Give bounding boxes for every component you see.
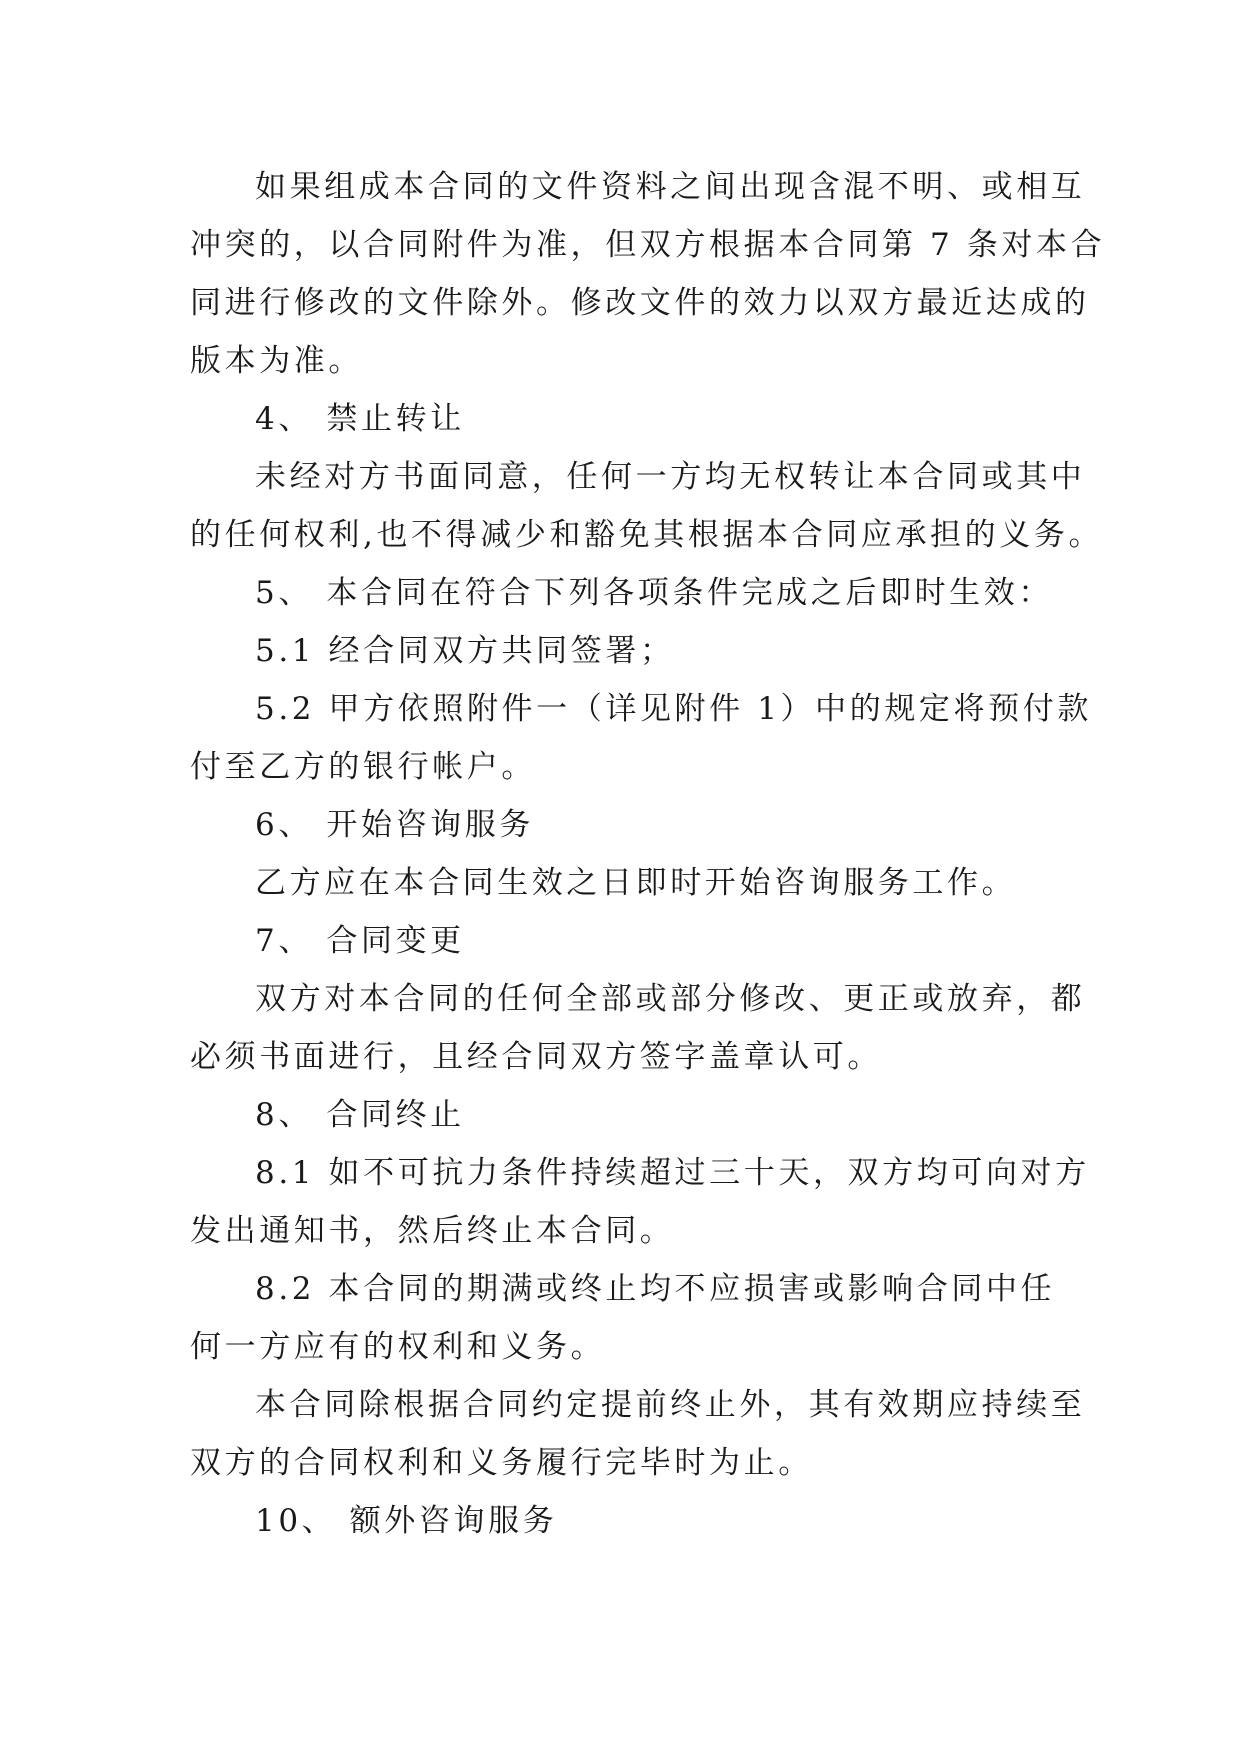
section-heading-4: 4、 禁止转让 [255, 401, 465, 437]
text-line: 冲突的，以合同附件为准，但双方根据本合同第 7 条对本合 [190, 227, 1106, 263]
text-line: 的任何权利,也不得减少和豁免其根据本合同应承担的义务。 [190, 517, 1104, 553]
contract-body [190, 158, 1106, 1550]
text-line: 同进行修改的文件除外。修改文件的效力以双方最近达成的 [190, 285, 1090, 321]
section-heading-5: 5、 本合同在符合下列各项条件完成之后即时生效： [255, 575, 1053, 611]
text-line: 本合同除根据合同约定提前终止外，其有效期应持续至 [255, 1387, 1086, 1423]
text-line: 何一方应有的权利和义务。 [190, 1329, 606, 1365]
section-heading-6: 6、 开始咨询服务 [255, 807, 534, 843]
clause-8-1: 8.1 如不可抗力条件持续超过三十天，双方均可向对方 [255, 1155, 1090, 1191]
text-line: 付至乙方的银行帐户。 [190, 749, 536, 785]
clause-8-2: 8.2 本合同的期满或终止均不应损害或影响合同中任 [255, 1271, 1056, 1307]
text-line: 如果组成本合同的文件资料之间出现含混不明、或相互 [255, 169, 1086, 205]
text-line: 双方对本合同的任何全部或部分修改、更正或放弃，都 [255, 981, 1086, 1017]
clause-5-1: 5.1 经合同双方共同签署； [255, 633, 675, 669]
text-line: 未经对方书面同意，任何一方均无权转让本合同或其中 [255, 459, 1086, 495]
clause-5-2: 5.2 甲方依照附件一（详见附件 1）中的规定将预付款 [255, 691, 1092, 727]
section-heading-7: 7、 合同变更 [255, 923, 465, 959]
text-line: 双方的合同权利和义务履行完毕时为止。 [190, 1445, 813, 1481]
section-heading-8: 8、 合同终止 [255, 1097, 465, 1133]
text-line: 发出通知书，然后终止本合同。 [190, 1213, 675, 1249]
text-line: 版本为准。 [190, 343, 363, 379]
text-line: 必须书面进行，且经合同双方签字盖章认可。 [190, 1039, 882, 1075]
text-line: 乙方应在本合同生效之日即时开始咨询服务工作。 [255, 865, 1017, 901]
section-heading-10: 10、 额外咨询服务 [255, 1503, 558, 1539]
